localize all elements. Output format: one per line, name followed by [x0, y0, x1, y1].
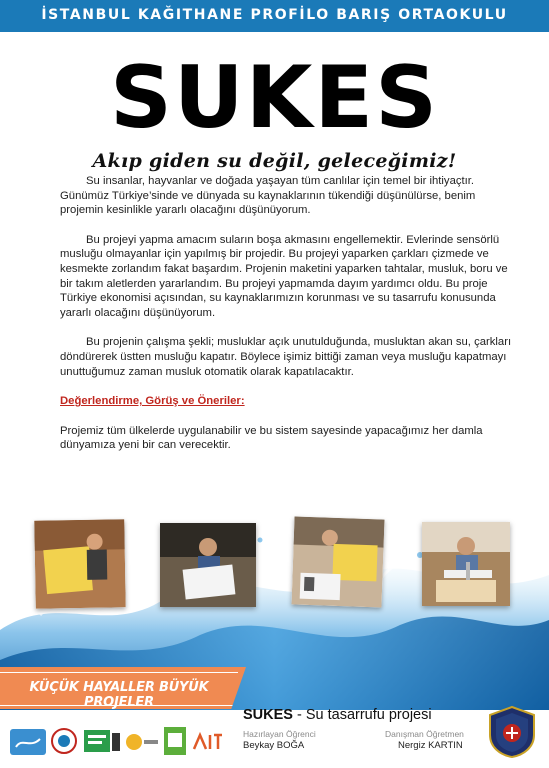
school-emblem: [486, 705, 538, 759]
evaluation-heading: Değerlendirme, Görüş ve Öneriler:: [60, 395, 245, 408]
project-photo: [422, 522, 510, 606]
teacher-label: Danışman Öğretmen: [385, 729, 464, 739]
paragraph: Bu projeyi yapma amacım suların boşa akmasını engellemektir. Evlerinde sensörlü musluğu olmayanlar için yapılmış bir projedir. Bu projeyi yaparken çarkları çizmede ve kesmekte zorlandım fakat başardım. Projenin maketini yaparken tahtalar, musluk, boru ve bir takım aletlerden yararlandım. Bu projeyi yapmamda dayım yardımcı oldu. Bu proje Türkiye ekonomisi açısından, su kaynaklarımızın korunması ve su tasarrufu konusunda yararlı olacağını düşünüyorum.: [60, 233, 508, 319]
project-title: [243, 707, 432, 723]
sponsor-logo: [84, 730, 110, 752]
body-text: [60, 174, 515, 468]
project-photo: [291, 516, 384, 607]
project-photo: [160, 523, 256, 607]
paragraph: Su insanlar, hayvanlar ve doğada yaşayan tüm canlılar için temel bir ihtiyaçtır. Günümüz Türkiye’sinde ve dünyada su kaynaklarının tükendiği düşünülürse, benim projemin kesinlikle yararlı olacağını düşünüyorum.: [60, 175, 476, 217]
banner-text: KÜÇÜK HAYALLER BÜYÜK PROJELER: [29, 680, 209, 710]
sponsor-logo: [192, 731, 224, 753]
conclusion-paragraph: Projemiz tüm ülkelerde uygulanabilir ve bu sistem sayesinde yapacağımız her damla dünyamıza yeni bir can verecektir.: [60, 424, 483, 452]
page-title: SUKES: [109, 48, 440, 148]
student-label: Hazırlayan Öğrenci: [243, 729, 316, 739]
sponsor-logo: [50, 727, 78, 755]
teacher-name: Nergiz KARTIN: [398, 740, 463, 751]
sponsor-logo: [112, 733, 120, 751]
project-subtitle: - Su tasarrufu projesi: [292, 707, 432, 723]
school-name: İSTANBUL KAĞITHANE PROFİLO BARIŞ ORTAOKULU: [41, 7, 508, 23]
student-name: Beykay BOĞA: [243, 740, 305, 751]
slogan: Akıp giden su değil, geleceğimiz!: [92, 150, 457, 172]
paragraph: Bu projenin çalışma şekli; musluklar açık unutulduğunda, musluktan akan su, çarkları döndürerek üstten musluğu kapatır. Böylece işimiz bittiği zaman veya musluğu kapatmayı unuttuğumuz zaman musluk otomatik olarak kapatılacaktır.: [60, 336, 512, 378]
sponsor-logos: [10, 727, 230, 757]
project-name: SUKES: [243, 707, 293, 723]
sponsor-logo: [164, 727, 186, 755]
sponsor-logo: [10, 729, 46, 755]
project-photo: [34, 519, 126, 609]
sponsor-logo: [124, 731, 158, 753]
